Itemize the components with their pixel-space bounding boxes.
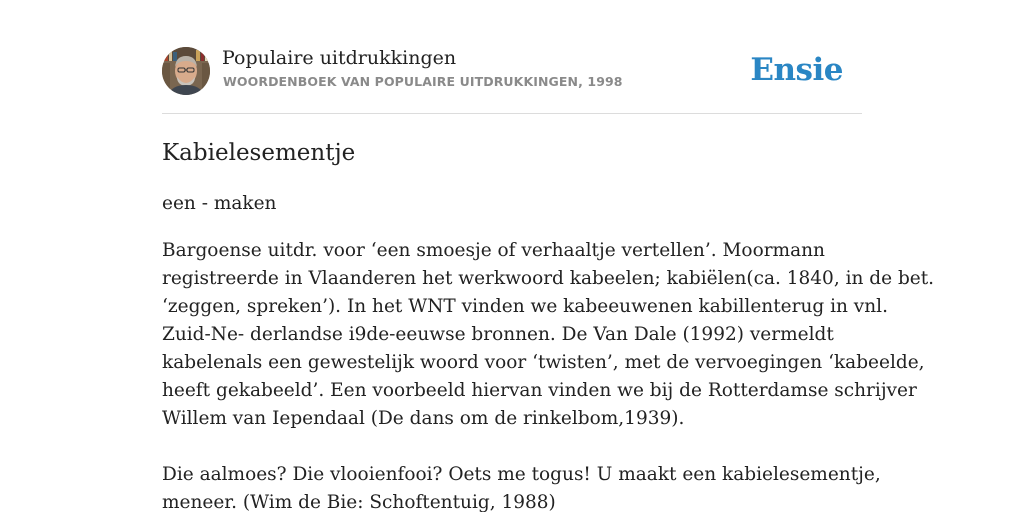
body-line: meneer. (Wim de Bie: Schoftentuig, 1988) (162, 492, 556, 512)
header-divider (162, 113, 862, 114)
avatar-portrait-icon (162, 47, 210, 95)
entry-body (162, 237, 935, 512)
body-line: Zuid-Ne- derlandse i9de-eeuwse bronnen. De Van Dale (1992) vermeldt (162, 324, 834, 345)
body-line: Willem van Iependaal (De dans om de rinkelbom,1939). (162, 408, 685, 429)
source-title[interactable]: Populaire uitdrukkingen (222, 47, 457, 69)
author-avatar[interactable] (162, 47, 210, 95)
entry-title: Kabielesementje (162, 140, 356, 166)
body-line: ‘zeggen, spreken’). In het WNT vinden we kabeeuwenen kabillenterug in vnl. (162, 296, 888, 317)
body-line: kabelenals een gewestelijk woord voor ‘twisten’, met de vervoegingen ‘kabeelde, (162, 352, 925, 373)
paragraph-gap (162, 433, 867, 461)
entry-subtitle: een - maken (162, 193, 277, 214)
body-line: Bargoense uitdr. voor ‘een smoesje of verhaaltje vertellen’. Moormann (162, 240, 825, 261)
source-subtitle: WOORDENBOEK VAN POPULAIRE UITDRUKKINGEN, 1998 (223, 74, 623, 89)
ensie-logo[interactable]: Ensie (750, 52, 843, 88)
source-header (162, 46, 862, 96)
body-line: heeft gekabeeld’. Een voorbeeld hiervan vinden we bij de Rotterdamse schrijver (162, 380, 917, 401)
body-line: registreerde in Vlaanderen het werkwoord kabeelen; kabiëlen(ca. 1840, in de bet. (162, 268, 935, 289)
body-line: Die aalmoes? Die vlooienfooi? Oets me togus! U maakt een kabielesementje, (162, 464, 881, 485)
